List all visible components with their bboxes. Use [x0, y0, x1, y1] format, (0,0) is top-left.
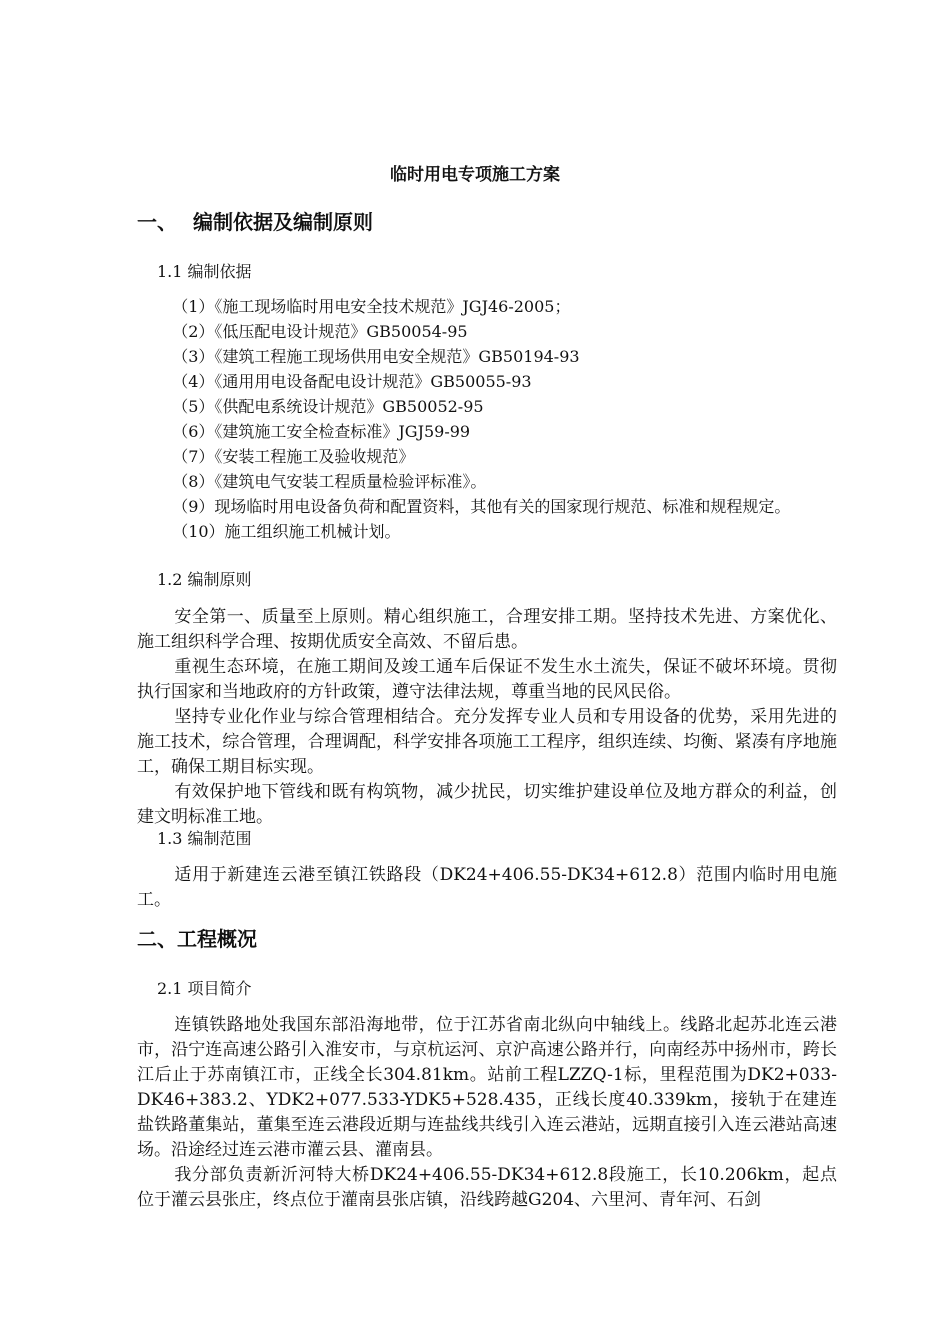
paragraph: 有效保护地下管线和既有构筑物，减少扰民，切实维护建设单位及地方群众的利益，创建文明标准工地。 [137, 782, 837, 827]
subsection-heading-1-3: 1.3 编制范围 [157, 829, 252, 848]
section-heading-1 [137, 208, 373, 236]
section-number: 二、 [137, 927, 177, 951]
reference-item: （6）《建筑施工安全检查标准》JGJ59-99 [172, 422, 471, 441]
reference-item: （9）现场临时用电设备负荷和配置资料，其他有关的国家现行规范、标准和规程规定。 [172, 497, 791, 516]
subsection-heading-2-1: 2.1 项目简介 [157, 979, 252, 998]
section-heading-2 [137, 925, 257, 953]
section-title: 编制依据及编制原则 [193, 210, 373, 234]
paragraph: 重视生态环境，在施工期间及竣工通车后保证不发生水土流失，保证不破坏环境。贯彻执行国家和当地政府的方针政策，遵守法律法规，尊重当地的民风民俗。 [137, 657, 837, 702]
reference-list [137, 294, 837, 544]
document-title: 临时用电专项施工方案 [390, 165, 560, 185]
section-title: 工程概况 [177, 927, 257, 951]
reference-item: （3）《建筑工程施工现场供用电安全规范》GB50194-93 [172, 347, 580, 366]
scope-text [137, 863, 837, 913]
project-overview-text [137, 1013, 837, 1213]
reference-item: （10）施工组织施工机械计划。 [172, 522, 401, 541]
reference-item: （1）《施工现场临时用电安全技术规范》JGJ46-2005； [172, 297, 571, 316]
paragraph: 连镇铁路地处我国东部沿海地带，位于江苏省南北纵向中轴线上。线路北起苏北连云港市，沿宁连高速公路引入淮安市，与京杭运河、京沪高速公路并行，向南经苏中扬州市，跨长江后止于苏南镇江市，正线全长304.81km。站前工程LZZQ-1标，里程范围为DK2+033-DK46+383.2、YDK2+077.533-YDK5+528.435，正线长度40.339km，接轨于在建连盐铁路董集站，董集至连云港段近期与连盐线共线引入连云港站，远期直接引入连云港站高速场。沿途经过连云港市灌云县、灌南县。 [137, 1015, 837, 1160]
reference-item: （7）《安装工程施工及验收规范》 [172, 447, 415, 466]
paragraph: 适用于新建连云港至镇江铁路段（DK24+406.55-DK34+612.8）范围内临时用电施工。 [137, 865, 837, 910]
subsection-heading-1-2: 1.2 编制原则 [157, 570, 252, 589]
subsection-heading-1-1: 1.1 编制依据 [157, 262, 252, 281]
reference-item: （5）《供配电系统设计规范》GB50052-95 [172, 397, 484, 416]
reference-item: （4）《通用用电设备配电设计规范》GB50055-93 [172, 372, 532, 391]
reference-item: （8）《建筑电气安装工程质量检验评标准》。 [172, 472, 487, 491]
principles-text [137, 605, 837, 830]
section-number: 一、 [137, 210, 177, 234]
paragraph: 坚持专业化作业与综合管理相结合。充分发挥专业人员和专用设备的优势，采用先进的施工技术，综合管理，合理调配，科学安排各项施工工程序，组织连续、均衡、紧凑有序地施工，确保工期目标实现。 [137, 707, 837, 777]
reference-item: （2）《低压配电设计规范》GB50054-95 [172, 322, 468, 341]
paragraph: 我分部负责新沂河特大桥DK24+406.55-DK34+612.8段施工，长10.206km，起点位于灌云县张庄，终点位于灌南县张店镇，沿线跨越G204、六里河、青年河、石剑 [137, 1165, 837, 1210]
paragraph: 安全第一、质量至上原则。精心组织施工，合理安排工期。坚持技术先进、方案优化、施工组织科学合理、按期优质安全高效、不留后患。 [137, 607, 837, 652]
